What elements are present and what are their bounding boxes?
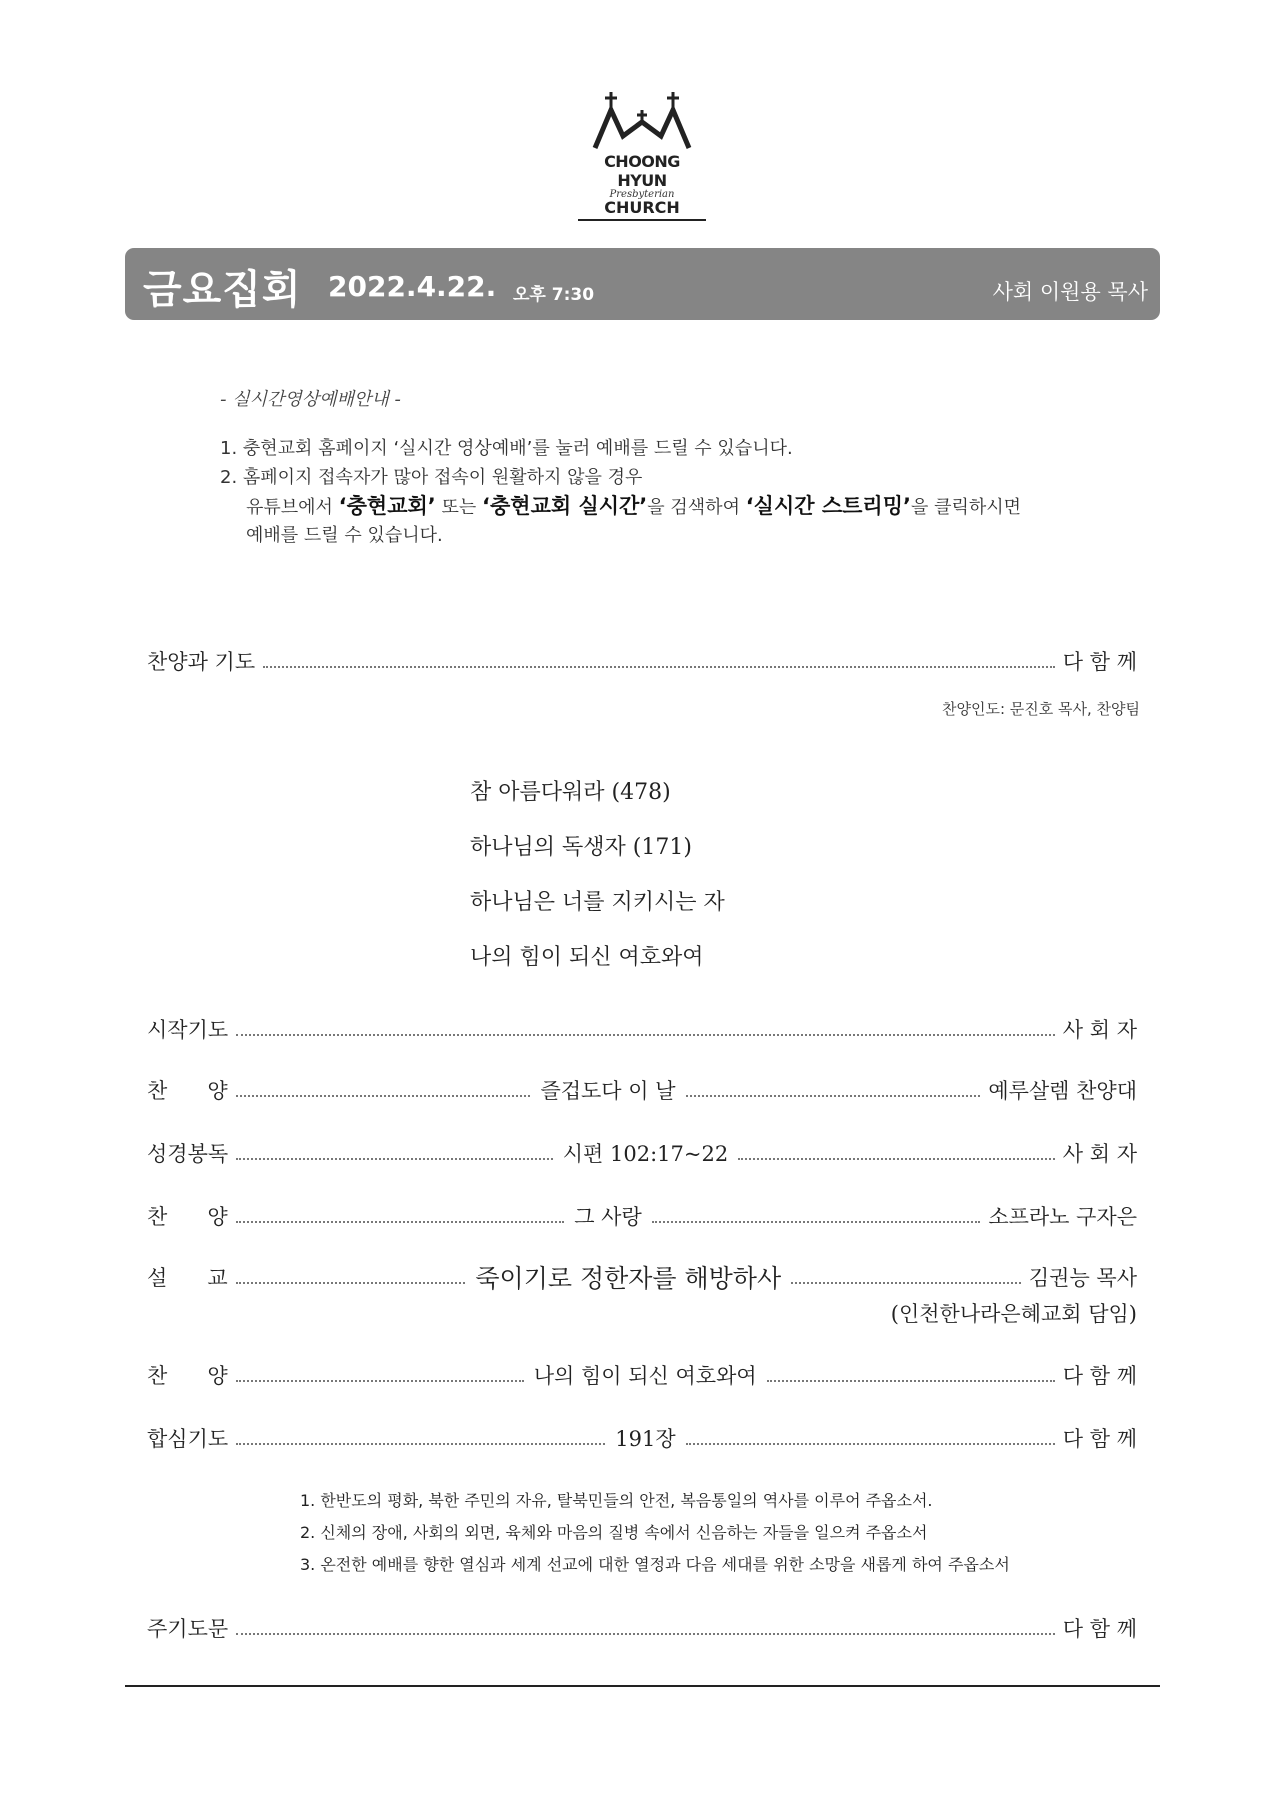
dot-leader: [767, 1380, 1055, 1382]
dot-leader: [738, 1158, 1055, 1160]
order-label: 찬 양: [147, 1364, 228, 1388]
order-right: 다 함 께: [1062, 1364, 1138, 1388]
order-label: 찬양과 기도: [147, 650, 256, 674]
order-label: 설 교: [147, 1266, 228, 1290]
order-mid: 191장: [615, 1427, 676, 1451]
header-time: 오후 7:30: [513, 285, 595, 305]
hymn-item: 하나님은 너를 지키시는 자: [470, 890, 725, 915]
logo-line-3: CHURCH: [604, 198, 680, 217]
live-stream-notice: [220, 385, 1021, 550]
notice-keyword-2: ‘충현교회 실시간’: [482, 494, 648, 518]
church-logo: [578, 88, 706, 220]
order-row-sermon: [147, 1262, 1137, 1292]
praise-leader-note: 찬양인도: 문진호 목사, 찬양팀: [941, 700, 1140, 718]
notice-line-3-c: 또는: [435, 497, 483, 518]
dot-leader: [236, 1221, 565, 1223]
order-right: 소프라노 구자은: [988, 1205, 1138, 1229]
notice-line-3-a: 유튜브에서: [246, 497, 339, 518]
order-row-hymn: [147, 1360, 1137, 1390]
order-mid: 시편 102:17~22: [562, 1142, 729, 1166]
order-row-solo: [147, 1201, 1137, 1231]
dot-leader: [236, 1158, 553, 1160]
order-label: 합심기도: [147, 1427, 229, 1451]
dot-leader: [236, 1443, 605, 1445]
notice-line-3-e: 을 검색하여: [647, 497, 746, 518]
prayer-topic: 1. 한반도의 평화, 북한 주민의 자유, 탈북민들의 안전, 복음통일의 역사를 이루어 주옵소서.: [300, 1491, 933, 1510]
order-right: 다 함 께: [1062, 1427, 1137, 1451]
dot-leader: [236, 1095, 531, 1097]
notice-line-2: 2. 홈페이지 접속자가 많아 접속이 원활하지 않을 경우: [220, 467, 643, 488]
order-mid: 그 사랑: [574, 1205, 642, 1229]
dot-leader: [686, 1095, 981, 1097]
notice-line-3: [220, 492, 1021, 521]
sermon-title: 죽이기로 정한자를 해방하사: [475, 1264, 782, 1293]
header-bar: [125, 248, 1160, 320]
notice-line-3-g: 을 클릭하시면: [910, 497, 1022, 518]
order-row-scripture: [147, 1138, 1137, 1168]
order-right: 다 함 께: [1062, 1617, 1137, 1641]
order-row-lords-prayer: [147, 1613, 1137, 1643]
hymn-item: 하나님의 독생자 (171): [470, 835, 692, 860]
prayer-topic: 3. 온전한 예배를 향한 열심과 세계 선교에 대한 열정과 다음 세대를 위한 소망을 새롭게 하여 주옵소서: [300, 1555, 1010, 1574]
dot-leader: [263, 666, 1055, 668]
order-mid: 나의 힘이 되신 여호와여: [533, 1364, 757, 1388]
hymn-item: 참 아름다워라 (478): [470, 780, 671, 805]
church-spires-icon: [587, 88, 697, 150]
hymn-list: [470, 765, 725, 985]
dot-leader: [236, 1633, 1055, 1635]
order-label: 찬 양: [147, 1205, 228, 1229]
order-right: 사 회 자: [1062, 1018, 1137, 1042]
logo-line-1: CHOONG HYUN: [604, 152, 680, 190]
order-row-choir: [147, 1075, 1137, 1105]
order-right: 다 함 께: [1062, 650, 1137, 674]
order-label: 주기도문: [147, 1617, 229, 1641]
dot-leader: [236, 1034, 1055, 1036]
dot-leader: [791, 1282, 1021, 1284]
order-row-unison-prayer: [147, 1423, 1137, 1453]
logo-line-2: Presbyterian: [609, 189, 675, 200]
notice-keyword-1: ‘충현교회’: [338, 494, 436, 518]
order-label: 시작기도: [147, 1018, 229, 1042]
hymn-item: 나의 힘이 되신 여호와여: [470, 945, 704, 970]
order-row-opening-prayer: [147, 1014, 1137, 1044]
dot-leader: [236, 1380, 524, 1382]
bottom-rule: [125, 1685, 1160, 1687]
header-leader: 사회 이원용 목사: [992, 280, 1148, 304]
order-right: 예루살렘 찬양대: [988, 1079, 1138, 1103]
order-label: 찬 양: [147, 1079, 228, 1103]
dot-leader: [652, 1221, 981, 1223]
prayer-topic: 2. 신체의 장애, 사회의 외면, 육체와 마음의 질병 속에서 신음하는 자들을 일으켜 주옵소서: [300, 1523, 928, 1542]
dot-leader: [686, 1443, 1055, 1445]
notice-title: - 실시간영상예배안내 -: [220, 389, 401, 410]
dot-leader: [236, 1282, 466, 1284]
header-title: 금요집회: [143, 267, 302, 313]
preacher-affiliation: (인천한나라은혜교회 담임): [890, 1302, 1137, 1326]
prayer-topics: [300, 1485, 1010, 1581]
header-date: 2022.4.22.: [328, 270, 497, 303]
order-right: 사 회 자: [1062, 1142, 1138, 1166]
notice-keyword-3: ‘실시간 스트리밍’: [745, 494, 911, 518]
logo-rule: [578, 219, 706, 221]
notice-line-4: 예배를 드릴 수 있습니다.: [246, 525, 443, 546]
order-mid: 즐겁도다 이 날: [540, 1079, 676, 1103]
notice-line-1: 1. 충현교회 홈페이지 ‘실시간 영상예배’를 눌러 예배를 드릴 수 있습니다.: [220, 438, 793, 459]
order-row-praise: [147, 646, 1137, 676]
order-right: 김권능 목사: [1028, 1266, 1137, 1290]
order-label: 성경봉독: [147, 1142, 229, 1166]
